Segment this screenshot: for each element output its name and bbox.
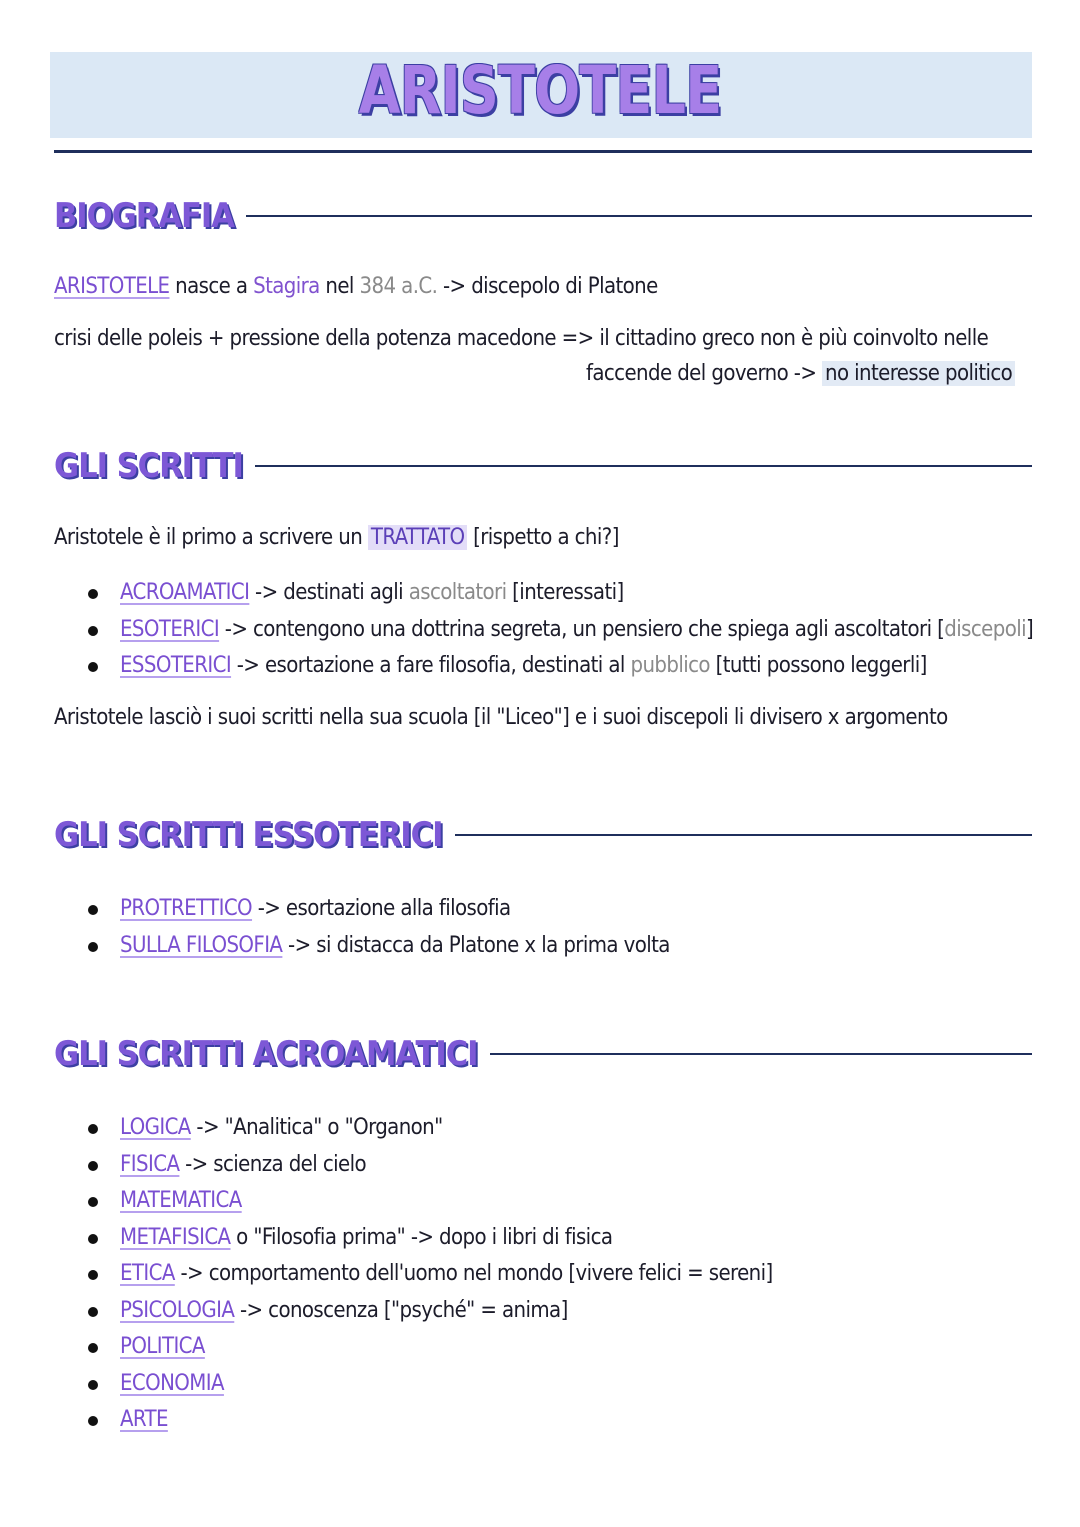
scritti-closing: Aristotele lasciò i suoi scritti nella sua scuola [il "Liceo"] e i suoi discepoli li divisero x argomento <box>54 705 948 730</box>
list-item: SULLA FILOSOFIA -> si distacca da Platone x la prima volta <box>86 928 670 965</box>
list-item: POLITICA <box>86 1329 773 1366</box>
list-item: ACROAMATICI -> destinati agli ascoltatori [interessati] <box>86 575 1033 612</box>
section-divider <box>255 465 1032 467</box>
list-item: PROTRETTICO -> esortazione alla filosofia <box>86 891 670 928</box>
biografia-line-3: faccende del governo -> no interesse politico <box>586 361 1015 386</box>
section-acroamatici-heading <box>54 1034 1032 1074</box>
highlight: no interesse politico <box>822 361 1015 386</box>
list-item: ESOTERICI -> contengono una dottrina segreta, un pensiero che spiega agli ascoltatori [discepoli] <box>86 612 1033 649</box>
list-item: ETICA -> comportamento dell'uomo nel mondo [vivere felici = sereni] <box>86 1256 773 1293</box>
section-title: BIOGRAFIA <box>54 196 234 236</box>
essoterici-list <box>86 891 670 964</box>
list-item: ESSOTERICI -> esortazione a fare filosofia, destinati al pubblico [tutti possono leggerli] <box>86 648 1033 685</box>
keyword-highlight: TRATTATO <box>368 525 468 550</box>
list-item: ECONOMIA <box>86 1366 773 1403</box>
list-item: FISICA -> scienza del cielo <box>86 1147 773 1184</box>
section-scritti-heading <box>54 446 1032 486</box>
acroamatici-list <box>86 1110 773 1439</box>
section-title: GLI SCRITTI ACROAMATICI <box>54 1034 478 1074</box>
list-item: PSICOLOGIA -> conoscenza ["psyché" = anima] <box>86 1293 773 1330</box>
section-title: GLI SCRITTI ESSOTERICI <box>54 815 443 855</box>
section-divider <box>246 215 1032 217</box>
list-item: MATEMATICA <box>86 1183 773 1220</box>
scritti-intro: Aristotele è il primo a scrivere un TRATTATO [rispetto a chi?] <box>54 525 619 550</box>
section-title: GLI SCRITTI <box>54 446 243 486</box>
biografia-line-1: ARISTOTELE nasce a Stagira nel 384 a.C. -> discepolo di Platone <box>54 274 658 299</box>
scritti-list <box>86 575 1033 685</box>
page-title: ARISTOTELE <box>358 52 722 129</box>
list-item: METAFISICA o "Filosofia prima" -> dopo i libri di fisica <box>86 1220 773 1257</box>
section-biografia-heading <box>54 196 1032 236</box>
keyword: ARISTOTELE <box>54 274 170 299</box>
section-divider <box>490 1053 1032 1055</box>
biografia-line-2: crisi delle poleis + pressione della potenza macedone => il cittadino greco non è più coinvolto nelle <box>54 326 989 351</box>
section-essoterici-heading <box>54 815 1032 855</box>
list-item: LOGICA -> "Analitica" o "Organon" <box>86 1110 773 1147</box>
section-divider <box>455 834 1033 836</box>
title-divider <box>54 150 1032 153</box>
list-item: ARTE <box>86 1402 773 1439</box>
